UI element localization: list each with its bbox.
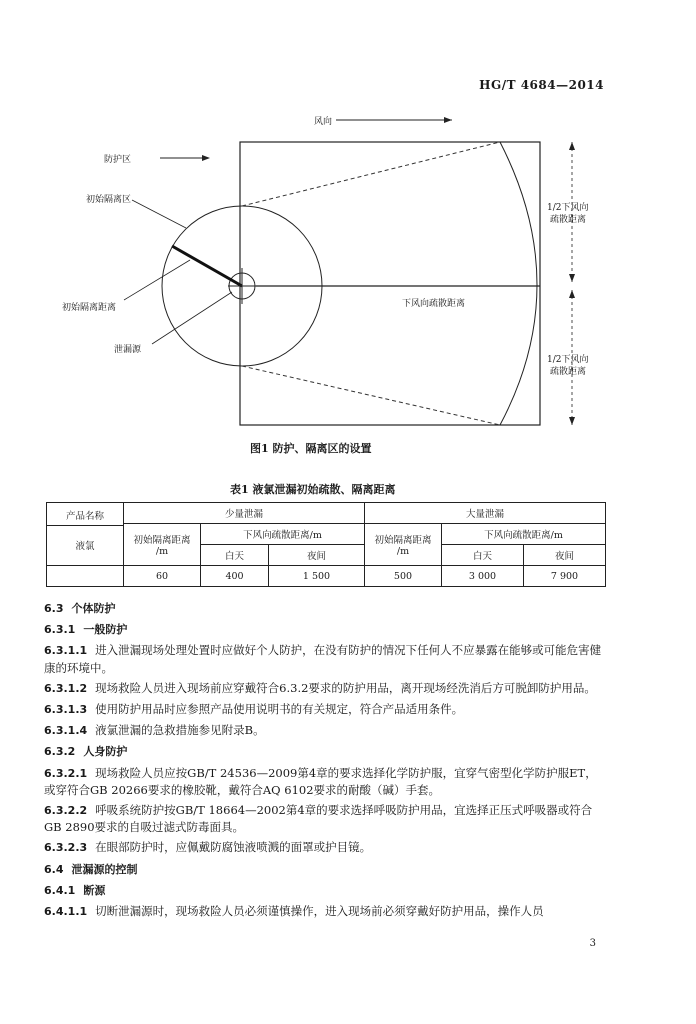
evacuation-table bbox=[46, 502, 606, 587]
fan-line-top bbox=[242, 142, 500, 206]
para-6-3-1-4: 6.3.1.4 液氯泄漏的急救措施参见附录B。 bbox=[44, 723, 265, 738]
th-product-value: 液氯 bbox=[75, 540, 95, 552]
label-half-downwind-top: 1/2下风向 bbox=[547, 203, 589, 213]
para-6-3-2-1: 6.3.2.1 现场救险人员应按GB/T 24536—2009第4章的要求选择化学防护服，宜穿气密型化学防护服ET，或穿符合GB 20266要求的橡胶靴，戴符合AQ 6102要求的耐酸（碱）手套。 bbox=[44, 765, 597, 797]
cell-small-iso: 60 bbox=[124, 566, 201, 587]
isolation-radius-line bbox=[172, 246, 242, 286]
th-night-small: 夜间 bbox=[269, 545, 365, 566]
heading-6-4: 6.4 泄漏源的控制 bbox=[44, 862, 138, 876]
dim-top-head-up bbox=[569, 142, 575, 150]
th-day-small: 白天 bbox=[201, 545, 269, 566]
table-caption: 表1 液氯泄漏初始疏散、隔离距离 bbox=[230, 483, 396, 496]
th-iso-small: 初始隔离距离 /m bbox=[124, 524, 201, 566]
wind-arrowhead bbox=[444, 117, 452, 123]
th-downwind-large: 下风向疏散距离/m bbox=[441, 524, 605, 545]
th-large-leak: 大量泄漏 bbox=[364, 503, 605, 524]
label-wind: 风向 bbox=[314, 117, 333, 127]
label-half-downwind-top-2: 疏散距离 bbox=[550, 215, 587, 225]
label-half-downwind-bottom: 1/2下风向 bbox=[547, 355, 589, 365]
th-iso-large: 初始隔离距离 /m bbox=[364, 524, 441, 566]
para-6-4-1-1: 6.4.1.1 切断泄漏源时，现场救险人员必须谨慎操作，进入现场前必须穿戴好防护用品，操作人员 bbox=[44, 904, 544, 919]
th-small-leak: 少量泄漏 bbox=[124, 503, 365, 524]
protection-zone-rect bbox=[240, 142, 540, 425]
th-day-large: 白天 bbox=[441, 545, 523, 566]
para-6-3-1-2: 6.3.1.2 现场救险人员进入现场前应穿戴符合6.3.2要求的防护用品，离开现场经洗消后方可脱卸防护用品。 bbox=[44, 680, 596, 695]
standard-number: HG/T 4684—2014 bbox=[479, 78, 604, 92]
cell-large-night: 7 900 bbox=[523, 566, 605, 587]
label-isolation-distance: 初始隔离距离 bbox=[62, 303, 117, 313]
cell-small-night: 1 500 bbox=[269, 566, 365, 587]
heading-6-3-1: 6.3.1 一般防护 bbox=[44, 623, 128, 637]
dim-bottom-head-up bbox=[569, 290, 575, 298]
label-protection-zone: 防护区 bbox=[104, 155, 132, 165]
heading-6-3-2: 6.3.2 人身防护 bbox=[44, 745, 128, 759]
leader-isolation-zone bbox=[132, 200, 186, 228]
para-6-3-2-3: 6.3.2.3 在眼部防护时，应佩戴防腐蚀液喷溅的面罩或护目镜。 bbox=[44, 840, 372, 855]
label-leak-source: 泄漏源 bbox=[114, 345, 142, 355]
body-text bbox=[44, 600, 606, 924]
protection-arrowhead bbox=[202, 155, 210, 161]
figure-caption: 图1 防护、隔离区的设置 bbox=[250, 442, 372, 455]
leader-isolation-distance bbox=[124, 260, 190, 300]
th-product: 产品名称 液氯 bbox=[47, 503, 124, 566]
heading-6-4-1: 6.4.1 断源 bbox=[44, 883, 106, 897]
label-half-downwind-bottom-2: 疏散距离 bbox=[550, 367, 587, 377]
cell-large-iso: 500 bbox=[364, 566, 441, 587]
fan-line-bottom bbox=[242, 366, 500, 425]
figure-protection-zones bbox=[0, 100, 696, 430]
label-isolation-zone: 初始隔离区 bbox=[86, 195, 132, 205]
th-downwind-small: 下风向疏散距离/m bbox=[201, 524, 365, 545]
para-6-3-1-3: 6.3.1.3 使用防护用品时应参照产品使用说明书的有关规定，符合产品适用条件。 bbox=[44, 702, 464, 717]
label-downwind-distance: 下风向疏散距离 bbox=[402, 299, 466, 309]
zone-diagram bbox=[0, 100, 696, 430]
dim-top-head-down bbox=[569, 274, 575, 282]
cell-large-day: 3 000 bbox=[441, 566, 523, 587]
heading-6-3: 6.3 个体防护 bbox=[44, 602, 116, 615]
cell-small-day: 400 bbox=[201, 566, 269, 587]
para-6-3-1-1: 6.3.1.1 进入泄漏现场处理处置时应做好个人防护，在没有防护的情况下任何人不应暴露在能够或可能危害健康的环境中。 bbox=[44, 643, 602, 675]
para-6-3-2-2: 6.3.2.2 呼吸系统防护按GB/T 18664—2002第4章的要求选择呼吸防护用品，宜选择正压式呼吸器或符合GB 2890要求的自吸过滤式防毒面具。 bbox=[44, 803, 593, 835]
evacuation-arc bbox=[500, 142, 537, 425]
dim-bottom-head-down bbox=[569, 417, 575, 425]
page-number: 3 bbox=[589, 938, 596, 949]
th-night-large: 夜间 bbox=[523, 545, 605, 566]
leader-leak-source bbox=[152, 292, 232, 344]
cell-empty bbox=[47, 566, 124, 587]
